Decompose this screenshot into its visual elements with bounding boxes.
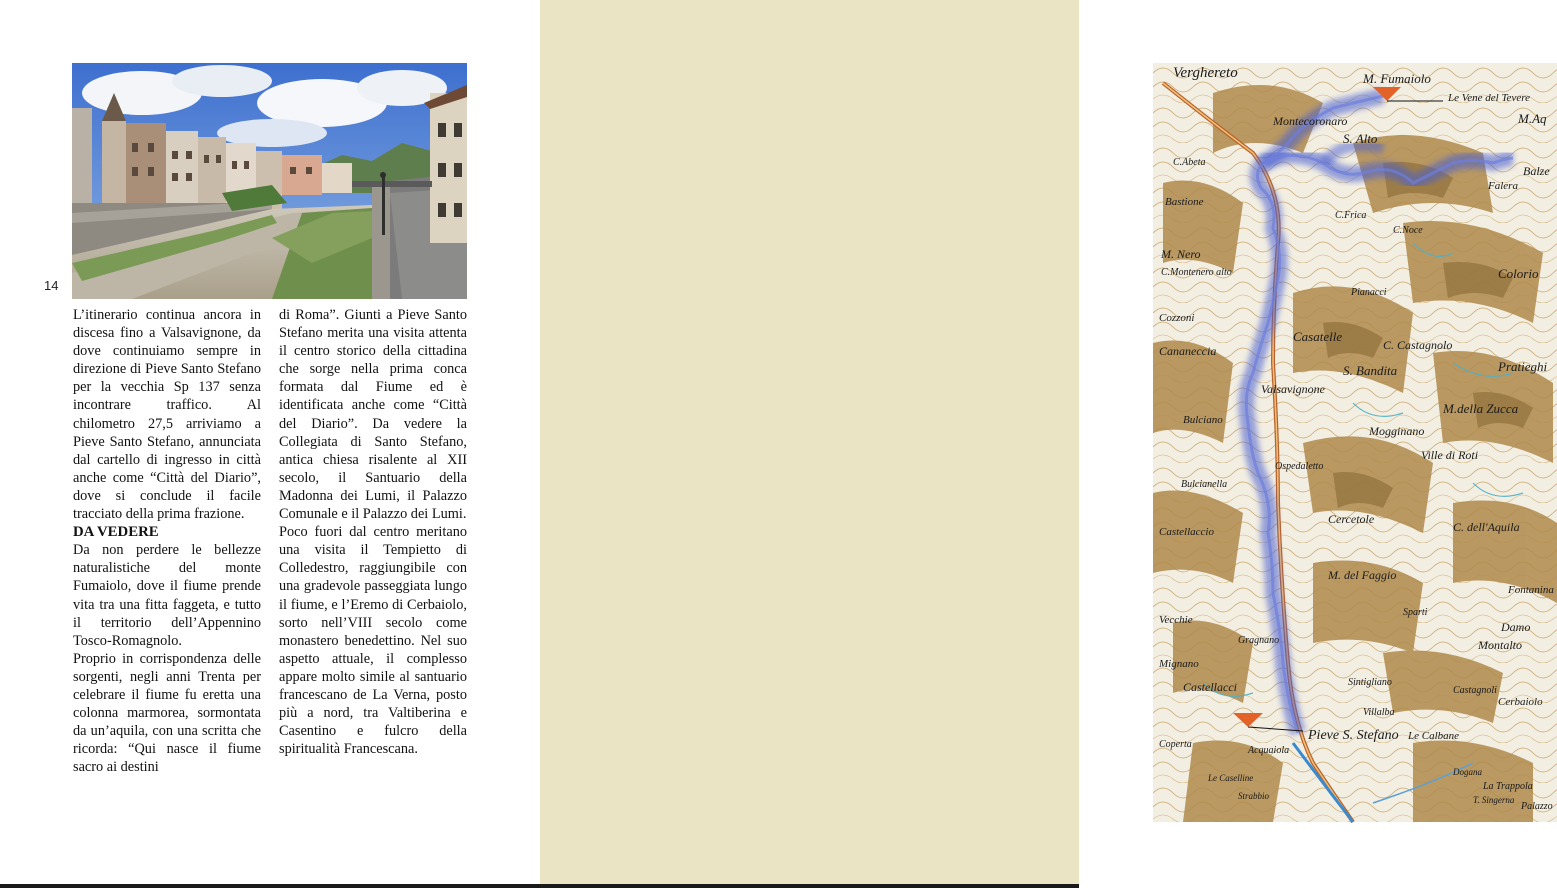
paragraph-1: Da non perdere le bellezze naturalistiche del monte Fumaiolo, dove il fiume prende vita tra una fitta faggeta, e tutto il territorio dell’Appennino Tosco-Romagnolo. [73, 542, 261, 649]
map-label: Mogginano [1369, 424, 1425, 438]
map-label: Fontanina [1508, 584, 1554, 596]
bottom-rule [0, 884, 1079, 888]
map-label: Pianacci [1351, 287, 1387, 298]
paragraph-2-continued: di Roma”. Giunti a Pieve Santo Stefano merita una visita attenta il centro storico della cittadina che sorge nella prima conca formata dal Fiume ed è identificata anche come “Città del Diario”. Da vedere la Collegiata di Santo Stefano, antica chiesa risalente al XII secolo, il Santuario della Madonna dei Lumi, il Palazzo Comunale e il Palazzo dei Lumi. [279, 307, 467, 523]
left-page [0, 0, 540, 884]
map-label: Valsavignone [1261, 382, 1325, 396]
intro-paragraph: L’itinerario continua ancora in discesa fino a Valsavignone, da dove continuiamo sempre in direzione di Pieve Santo Stefano per la vecchia Sp 137 senza incontrare traffico. Al chilometro 27,5 arriviamo a Pieve Santo Stefano, annunciata dal cartello di ingresso in città anche come “Città del Diario”, dove si conclude il facile tracciato della prima frazione. [73, 307, 261, 523]
map-label: Le Caselline [1208, 773, 1254, 783]
map-label: Castellacci [1183, 680, 1237, 694]
map-label: S. Bandita [1343, 363, 1398, 378]
map-label: Ospedaletto [1275, 461, 1324, 472]
route-map [1153, 63, 1557, 822]
map-label: Montalto [1478, 638, 1522, 652]
map-label: Strabbio [1238, 791, 1270, 801]
map-label: M. Nero [1161, 247, 1201, 261]
map-label: Damo [1501, 620, 1531, 634]
map-label: C. Castagnolo [1383, 338, 1453, 352]
map-label: Bulciano [1183, 414, 1223, 426]
map-label: Sintigliano [1348, 677, 1392, 688]
paragraph-3: Poco fuori dal centro meritano una visita il Tempietto di Colledestro, raggiungibile con una gradevole passeggiata lungo il fiume, e l’Eremo di Cerbaiolo, sorto nell’VIII secolo come monastero benedettino. Nel suo aspetto attuale, il complesso appare molto simile al santuario francescano de La Verna, posto più a nord, tra Valtiberina e Casentino e fulcro della spiritualità Francescana. [279, 524, 467, 758]
map-label: Colorio [1498, 266, 1539, 281]
right-page [540, 0, 1554, 884]
map-label: C. dell'Aquila [1453, 520, 1520, 534]
map-label: Vecchie [1159, 614, 1193, 626]
page-number: 14 [44, 278, 59, 293]
section-heading: DA VEDERE [73, 524, 159, 541]
map-label: M. Fumaiolo [1363, 71, 1431, 86]
map-label: Dogana [1453, 767, 1482, 777]
map-label: M.Aq [1518, 111, 1547, 126]
map-label: Palazzo [1521, 801, 1553, 812]
map-label: Verghereto [1173, 65, 1238, 81]
map-label: Castellaccio [1159, 526, 1214, 538]
map-label: Pratieghi [1498, 359, 1548, 374]
map-label: Bulcianella [1181, 479, 1228, 490]
map-label: Sparti [1403, 607, 1428, 618]
map-label: Falera [1488, 180, 1518, 192]
map-label: Coperta [1159, 739, 1192, 750]
map-label: Cerbaiolo [1498, 696, 1543, 708]
map-label: M.della Zucca [1443, 401, 1519, 416]
map-label: Cananeccia [1159, 344, 1217, 358]
map-label: C.Montenero alto [1161, 267, 1232, 278]
map-label: Casatelle [1293, 329, 1343, 344]
map-label: Gragnano [1238, 635, 1280, 646]
map-label: Mignano [1159, 658, 1199, 670]
map-label: C.Noce [1393, 225, 1423, 236]
map-label: Acquaiola [1248, 745, 1290, 756]
map-label: M. del Faggio [1328, 568, 1397, 582]
map-label: Le Vene del Tevere [1448, 92, 1530, 104]
map-label: Balze [1523, 164, 1550, 178]
village-river-photo [72, 63, 467, 299]
map-label: Le Calbane [1408, 730, 1460, 742]
map-label: Villalba [1363, 707, 1395, 718]
text-column-right [279, 306, 467, 758]
map-label: S. Alto [1343, 131, 1378, 146]
map-label: Pieve S. Stefano [1308, 728, 1399, 743]
map-label: T. Singerna [1473, 795, 1515, 805]
map-label: Castagnoli [1453, 685, 1497, 696]
map-label: C.Abeta [1173, 157, 1206, 168]
paragraph-2: Proprio in corrispondenza delle sorgenti, negli anni Trenta per celebrare il fiume fu eretta una colonna marmorea, sormontata da un’aquila, con una scritta che ricorda: “Qui nasce il fiume sacro ai destini [73, 650, 261, 776]
map-label: Cercetole [1328, 512, 1375, 526]
map-label: La Trappola [1483, 781, 1533, 792]
map-label: Bastione [1165, 196, 1204, 208]
map-label: Cozzoni [1159, 312, 1195, 324]
map-label: Montecoronaro [1273, 114, 1348, 128]
map-label: Ville di Roti [1421, 448, 1479, 462]
text-column-left [73, 306, 261, 776]
map-label: C.Frica [1335, 210, 1367, 221]
